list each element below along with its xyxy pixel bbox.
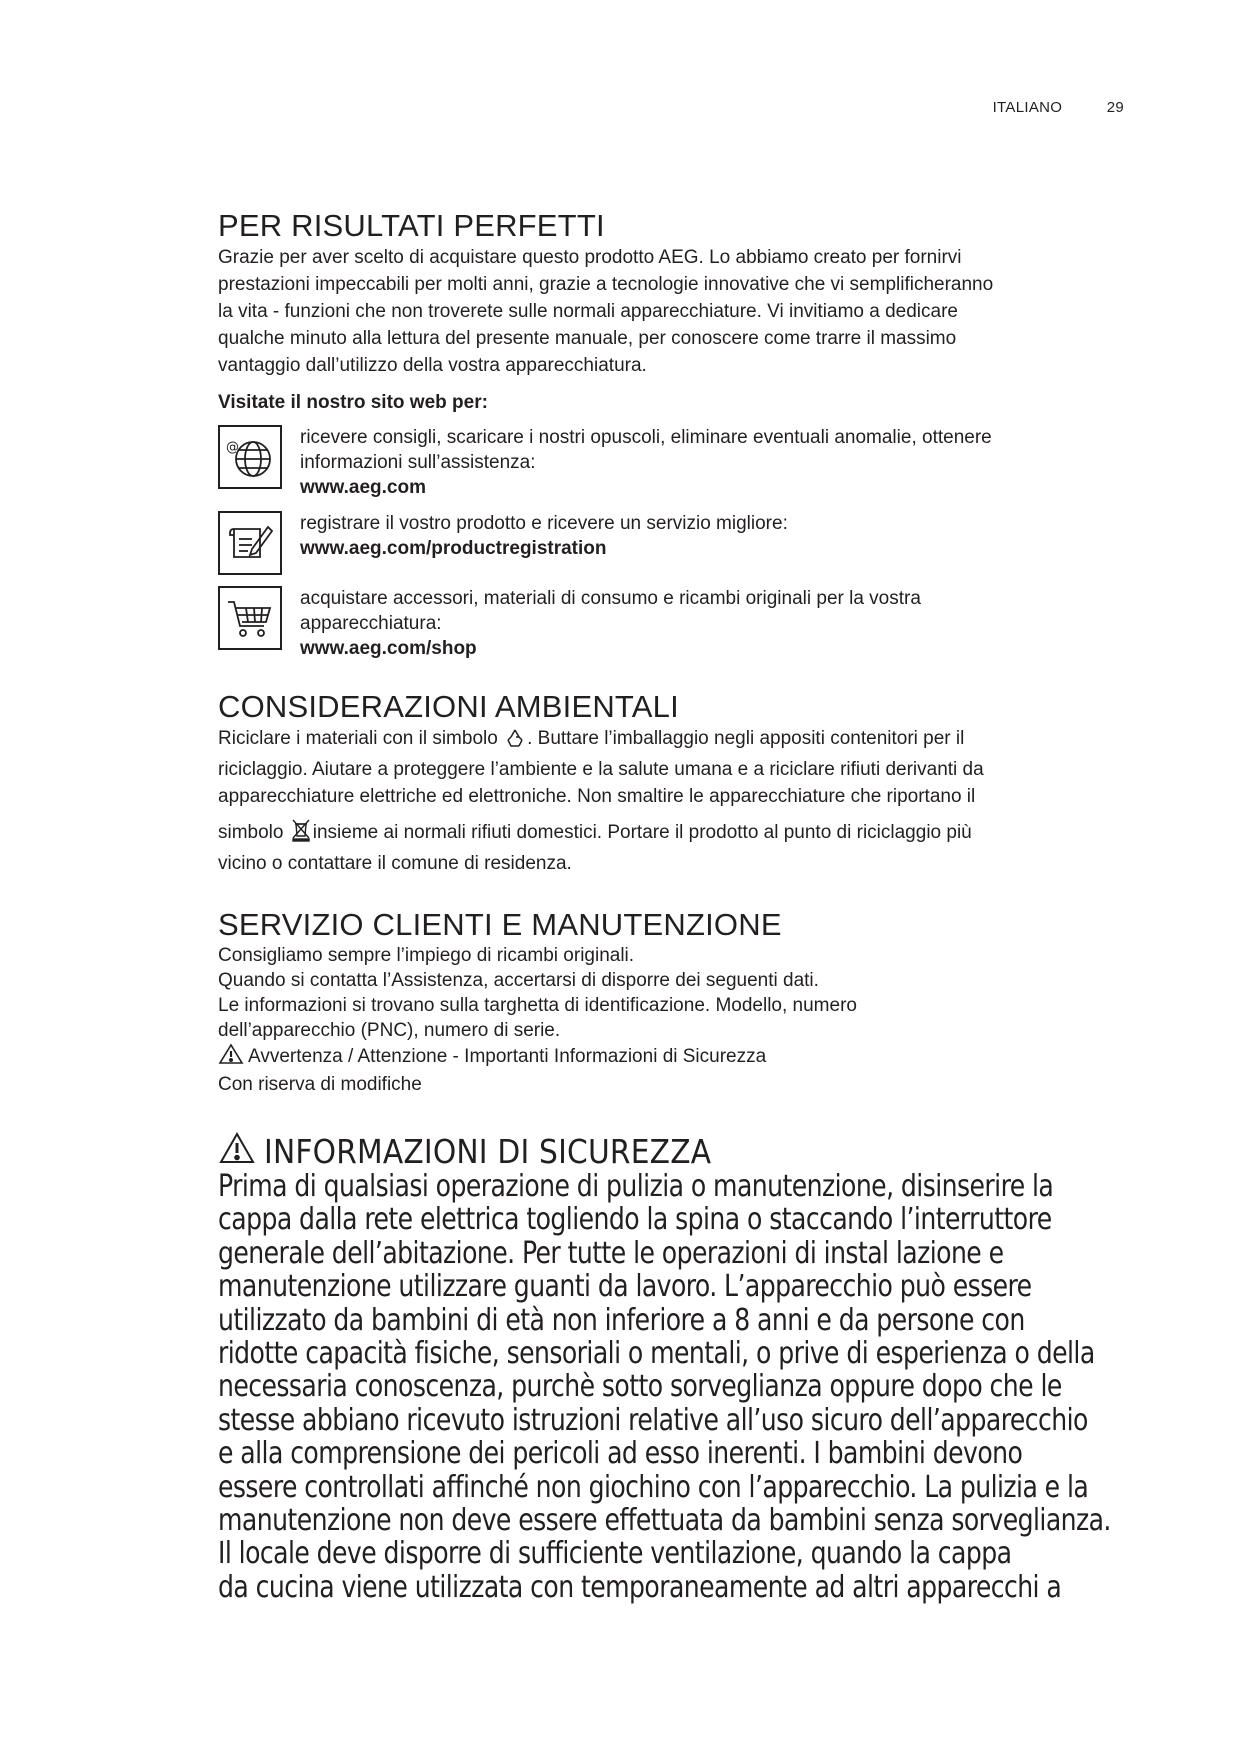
intro-line: Grazie per aver scelto di acquistare questo prodotto AEG. Lo abbiamo creato per fornirvi [218,247,962,268]
safety-heading [218,1131,1138,1170]
page-header [993,99,1124,116]
intro-line: prestazioni impeccabili per molti anni, grazie a tecnologie innovative che vi semplificheranno [218,274,994,295]
section-title-customer-service: SERVIZIO CLIENTI E MANUTENZIONE [218,907,782,942]
service-warning-line [218,1043,1138,1072]
environment-text: simbolo [218,822,284,843]
safety-line: Il locale deve disporre di sufficiente ventilazione, quando la cappa [218,1536,1012,1572]
safety-line: manutenzione non deve essere effettuata da bambini senza sorveglianza. [218,1503,1111,1539]
svg-text:@: @ [226,440,239,455]
aeg-website-link[interactable]: www.aeg.com [300,477,426,498]
service-line: Consigliamo sempre l’impiego di ricambi originali. [218,945,635,966]
safety-line: ridotte capacità fisiche, sensoriali o mentali, o prive di esperienza o della [218,1336,1095,1372]
environment-line: riciclaggio. Aiutare a proteggere l’ambiente e la salute umana e a riciclare rifiuti derivanti da [218,759,984,780]
safety-line: manutenzione utilizzare guanti da lavoro. L’apparecchio può essere [218,1269,1032,1305]
globe-icon [218,425,282,489]
support-item-text: informazioni sull’assistenza: [300,452,536,473]
safety-paragraph [218,1170,1157,1604]
product-registration-link[interactable]: www.aeg.com/productregistration [300,538,607,559]
environment-text: Riciclare i materiali con il simbolo [218,728,498,749]
support-item [218,425,1138,500]
support-item-text: apparecchiatura: [300,613,442,634]
support-item-text: acquistare accessori, materiali di consumo e ricambi originali per la vostra [300,588,921,609]
safety-line: generale dell’abitazione. Per tutte le operazioni di instal lazione e [218,1235,1004,1271]
intro-line: vantaggio dall’utilizzo della vostra apparecchiatura. [218,355,647,376]
support-item-text: registrare il vostro prodotto e ricevere un servizio migliore: [300,513,788,534]
support-item-text: ricevere consigli, scaricare i nostri opuscoli, eliminare eventuali anomalie, ottenere [300,427,992,448]
customer-service-paragraph [218,943,1138,1097]
safety-line: da cucina viene utilizzata con temporaneamente ad altri apparecchi a [218,1569,1062,1605]
service-line: Quando si contatta l’Assistenza, accertarsi di disporre dei seguenti dati. [218,970,819,991]
service-line: dell’apparecchio (PNC), numero di serie. [218,1020,561,1041]
environment-line [218,725,1138,756]
support-item [218,586,1138,661]
section-title-environment: CONSIDERAZIONI AMBIENTALI [218,689,679,724]
section-title-safety: INFORMAZIONI DI SICUREZZA [264,1132,712,1171]
intro-paragraph [218,244,1138,379]
warning-text: Avvertenza / Attenzione - Importanti Informazioni di Sicurezza [248,1046,767,1067]
crossed-bin-icon [291,818,311,850]
language-label: ITALIANO [992,99,1063,116]
environment-line: vicino o contattare il comune di residenza. [218,853,572,874]
environment-paragraph [218,725,1138,877]
safety-line: cappa dalla rete elettrica togliendo la spina o staccando l’interruttore [218,1202,1052,1238]
service-line: Le informazioni si trovano sulla targhetta di identificazione. Modello, numero [218,995,857,1016]
warning-icon [218,1131,256,1170]
intro-line: qualche minuto alla lettura del presente manuale, per conoscere come trarre il massimo [218,328,957,349]
environment-line: apparecchiature elettriche ed elettroniche. Non smaltire le apparecchiature che riportano il [218,786,976,807]
safety-line: necessaria conoscenza, purchè sotto sorveglianza oppure dopo che le [218,1369,1062,1405]
environment-line [218,818,1138,850]
safety-line: e alla comprensione dei pericoli ad esso inerenti. I bambini devono [218,1436,1023,1472]
recycle-icon [505,728,525,756]
safety-line: Prima di qualsiasi operazione di pulizia o manutenzione, disinserire la [218,1169,1054,1204]
shop-link[interactable]: www.aeg.com/shop [300,638,477,659]
visit-website-label: Visitate il nostro sito web per: [218,392,488,413]
registration-icon [218,511,282,575]
safety-line: essere controllati affinché non giochino con l’apparecchio. La pulizia e la [218,1469,1089,1505]
manual-content [218,208,1138,1604]
environment-text: . Buttare l’imballaggio negli appositi contenitori per il [527,728,965,749]
safety-line: utilizzato da bambini di età non inferiore a 8 anni e da persone con [218,1302,1025,1338]
service-line: Con riserva di modifiche [218,1074,422,1095]
page-number: 29 [1106,99,1124,116]
shopping-cart-icon [218,586,282,650]
intro-line: la vita - funzioni che non troverete sulle normali apparecchiature. Vi invitiamo a dedicare [218,301,958,322]
warning-icon [218,1043,244,1072]
support-item [218,511,1138,575]
safety-line: stesse abbiano ricevuto istruzioni relative all’uso sicuro dell’apparecchio [218,1402,1088,1438]
section-title-perfect-results: PER RISULTATI PERFETTI [218,208,605,243]
environment-text: insieme ai normali rifiuti domestici. Portare il prodotto al punto di riciclaggio più [312,822,972,843]
